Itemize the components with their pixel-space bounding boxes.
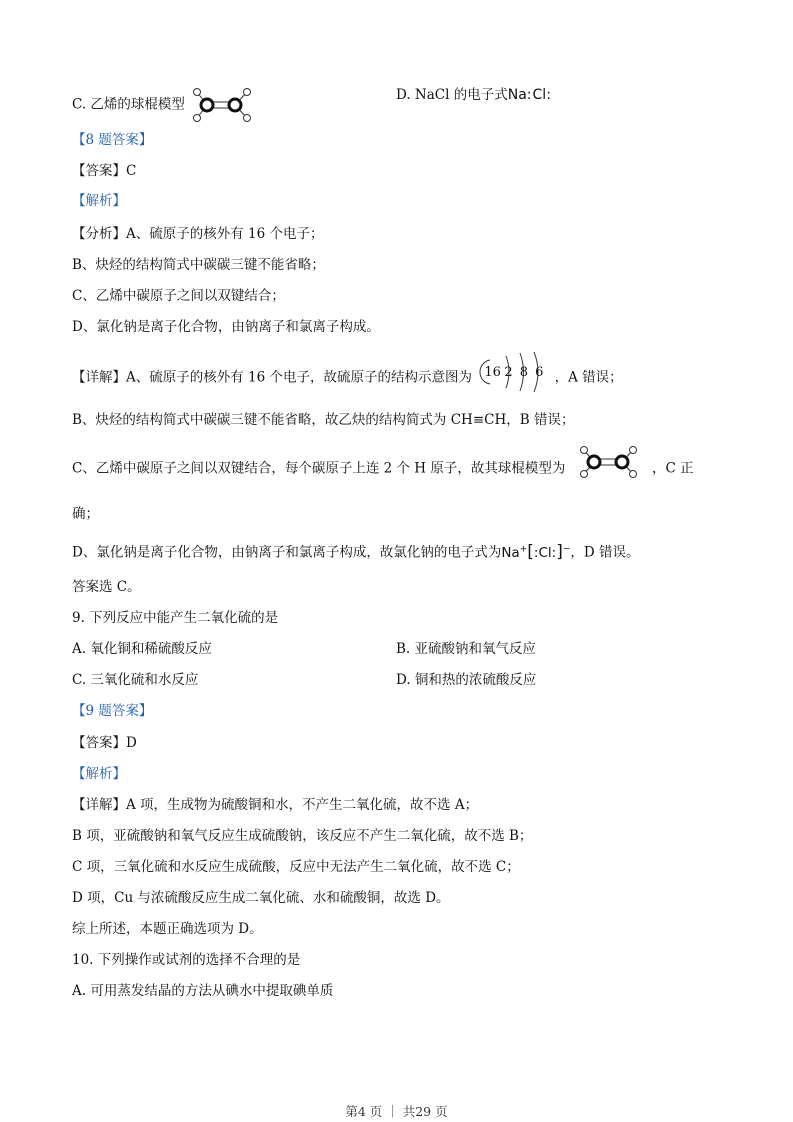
sulfur-shell-electrons: 2 8 6 (504, 365, 544, 380)
q8-option-d-text: D. NaCl 的电子式 (396, 87, 508, 103)
q8-analysis-header: 【解析】 (72, 193, 126, 209)
electron-dots-right: : (551, 544, 557, 561)
q9-answer: 【答案】D (72, 735, 137, 751)
chloride-charge: − (562, 544, 571, 554)
q8-detail-a-pre: 【详解】A、硫原子的核外有 16 个电子，故硫原子的结构示意图为 (72, 369, 473, 386)
q9-option-c: C. 三氧化硫和水反应 (72, 672, 199, 688)
nacl-formula-colon-right: : (546, 87, 551, 103)
q8-option-c-text: C. 乙烯的球棍模型 (72, 96, 185, 113)
sodium-charge: + (519, 544, 528, 554)
q8-option-d (396, 86, 551, 104)
bracket-left: [ (527, 541, 534, 562)
q8-detail-a-post: ，A 错误； (554, 369, 623, 386)
q8-detail-d-post: ，D 错误。 (570, 544, 640, 561)
sodium-symbol: Na (501, 544, 520, 561)
q8-analysis-line: 【分析】A、硫原子的核外有 16 个电子； (72, 226, 324, 242)
q8-detail-c (72, 457, 694, 481)
q8-analysis-line: B、炔烃的结构简式中碳碳三键不能省略； (72, 257, 325, 273)
q9-summary: 综上所述，本题正确选项为 D。 (72, 921, 263, 937)
bracket-right: ] (556, 541, 563, 562)
q8-analysis-line: D、氯化钠是离子化合物，由钠离子和氯离子构成。 (72, 319, 380, 335)
q8-conclusion: 答案选 C。 (72, 579, 141, 595)
q10-stem: 10. 下列操作或试剂的选择不合理的是 (72, 952, 301, 968)
q8-detail-b: B、炔烃的结构简式中碳碳三键不能省略，故乙炔的结构简式为 CH≡CH，B 错误； (72, 412, 575, 428)
q8-detail-c-post: ，C 正 (651, 460, 694, 477)
q9-answer-header: 【9 题答案】 (72, 703, 153, 719)
nacl-formula-cl: Cl (532, 87, 547, 103)
ethylene-ball-stick-model (193, 84, 263, 126)
q10-option-a: A. 可用蒸发结晶的方法从碘水中提取碘单质 (72, 983, 334, 999)
q8-answer-header: 【8 题答案】 (72, 132, 153, 148)
ethylene-ball-stick-model (578, 443, 640, 481)
q9-option-a: A. 氧化铜和稀硫酸反应 (72, 641, 212, 657)
sulfur-atom-diagram (478, 352, 548, 392)
q9-option-d: D. 铜和热的浓硫酸反应 (396, 672, 537, 688)
q8-analysis-line: C、乙烯中碳原子之间以双键结合； (72, 288, 285, 304)
nacl-formula-colon-left: : (526, 87, 533, 103)
q9-detail-line: C 项，三氧化硫和水反应生成硫酸，反应中无法产生二氧化硫，故不选 C； (72, 859, 520, 875)
q8-detail-d-pre: D、氯化钠是离子化合物，由钠离子和氯离子构成，故氯化钠的电子式为 (72, 544, 502, 561)
nacl-electron-formula (501, 541, 571, 562)
nacl-formula-na: Na (507, 87, 527, 103)
q9-option-b: B. 亚硫酸钠和氧气反应 (396, 641, 537, 657)
q8-option-c (72, 84, 263, 126)
q8-detail-c-cont: 确； (72, 506, 99, 522)
q8-detail-d (72, 540, 640, 562)
q8-answer: 【答案】C (72, 163, 137, 179)
chlorine-symbol: Cl (538, 544, 552, 561)
q8-detail-c-pre: C、乙烯中碳原子之间以双键结合，每个碳原子上连 2 个 H 原子，故其球棍模型为 (72, 460, 566, 477)
page-footer: 第4 页 ｜ 共29 页 (345, 1104, 448, 1119)
q9-detail-line: D 项，Cu 与浓硫酸反应生成二氧化硫、水和硫酸铜，故选 D。 (72, 890, 450, 906)
q8-detail-a (72, 364, 623, 392)
q9-analysis-header: 【解析】 (72, 766, 126, 782)
sulfur-nucleus-charge: 16 (484, 365, 501, 380)
q9-detail-line: B 项，亚硫酸钠和氧气反应生成硫酸钠，该反应不产生二氧化硫，故不选 B； (72, 828, 533, 844)
q9-detail-line: 【详解】A 项，生成物为硫酸铜和水，不产生二氧化硫，故不选 A； (72, 797, 479, 813)
q9-stem: 9. 下列反应中能产生二氧化硫的是 (72, 610, 279, 626)
electron-dots-left: : (533, 544, 539, 561)
